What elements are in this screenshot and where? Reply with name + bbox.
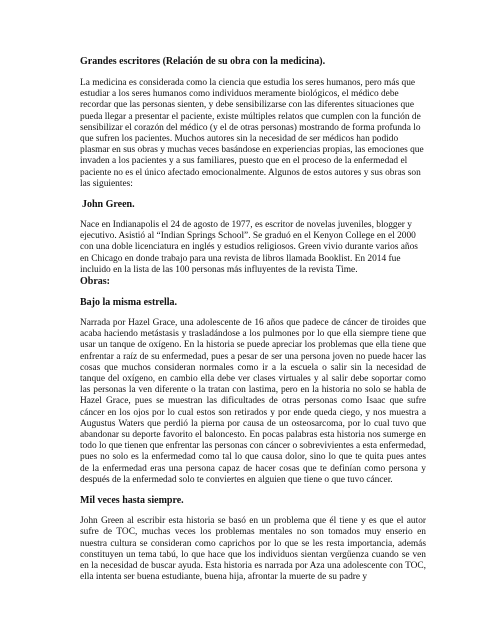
- author-heading: John Green.: [82, 199, 135, 211]
- document-title: Grandes escritores (Relación de su obra con la medicina).: [80, 56, 326, 67]
- intro-paragraph: La medicina es considerada como la ciencia que estudia los seres humanos, pero más que estudiar a los seres humanos como individuos meramente biológicos, el médico debe recordar que las personas sienten, y debe sensibilizarse con las diferentes situaciones que pueda llegar a presentar el paciente, existe múltiples relatos que cumplen con la función de sensibilizar el corazón del médico (y el de otras personas) mostrando de forma profunda lo que sufren los pacientes. Muchos autores sin la necesidad de ser médicos han podido plasmar en sus obras y muchas veces basándose en experiencias propias, las emociones que invaden a los pacientes y a sus familiares, puesto que en el proceso de la enfermedad el paciente no es el único afectado emocionalmente. Algunos de estos autores y sus obras son las siguientes:: [80, 78, 424, 189]
- author-bio-paragraph: Nace en Indianapolis el 24 de agosto de 1977, es escritor de novelas juveniles, blogger y ejecutivo. Asistió al “Indian Springs School”. Se graduó en el Kenyon College en el 2000 con una doble licenciatura en inglés y estudios religiosos. Green vivio durante varios años en Chicago en donde trabajo para una revista de libros llamada Booklist. En 2014 fue incluido en la lista de las 100 personas más influyentes de la revista Time.: [80, 220, 418, 275]
- work2-paragraph: John Green al escribir esta historia se basó en un problema que él tiene y es que el autor sufre de TOC, muchas veces los problemas mentales no son tomados muy enserio en nuestra cultura se consideran como caprichos por lo que se les resta importancia, además constituyen un tema tabú, lo que hace que los individuos sientan vergüenza cuando se ven en la necesidad de buscar ayuda. Esta historia es narrada por Aza una adolescente con TOC, ella intenta ser buena estudiante, buena hija, afrontar la muerte de su padre y: [80, 516, 426, 583]
- work1-paragraph: Narrada por Hazel Grace, una adolescente de 16 años que padece de cáncer de tiroides que acaba haciendo metástasis y trasladándose a los pulmones por lo que ella siempre tiene que usar un tanque de oxígeno. En la historia se puede apreciar los problemas que ella tiene que enfrentar a raíz de su enfermedad, pues a pesar de ser una persona joven no puede hacer las cosas que muchos consideran normales como ir a la escuela o salir sin la necesidad de tanque del oxígeno, en cambio ella debe ver clases virtuales y al salir debe soportar como las personas la ven diferente o la tratan con lastima, pero en la historia no solo se habla de Hazel Grace, pues se muestran las dificultades de otras personas como Isaac que sufre cáncer en los ojos por lo cual estos son retirados y por ende queda ciego, y nos muestra a Augustus Waters que perdió la pierna por causa de un osteosarcoma, por lo cual tuvo que abandonar su deporte favorito el baloncesto. En pocas palabras esta historia nos sumerge en todo lo que tienen que enfrentar las personas con cáncer o sobrevivientes a esta enfermedad, pues no solo es la enfermedad como tal lo que causa dolor, sino lo que te quita pues antes de la enfermedad eras una persona capaz de hacer cosas que te definían como persona y después de la enfermedad solo te conviertes en alguien que tiene o que tuvo cáncer.: [80, 318, 426, 485]
- work2-title: Mil veces hasta siempre.: [80, 495, 184, 507]
- work1-title: Bajo la misma estrella.: [80, 297, 178, 309]
- works-heading: Obras:: [80, 276, 110, 288]
